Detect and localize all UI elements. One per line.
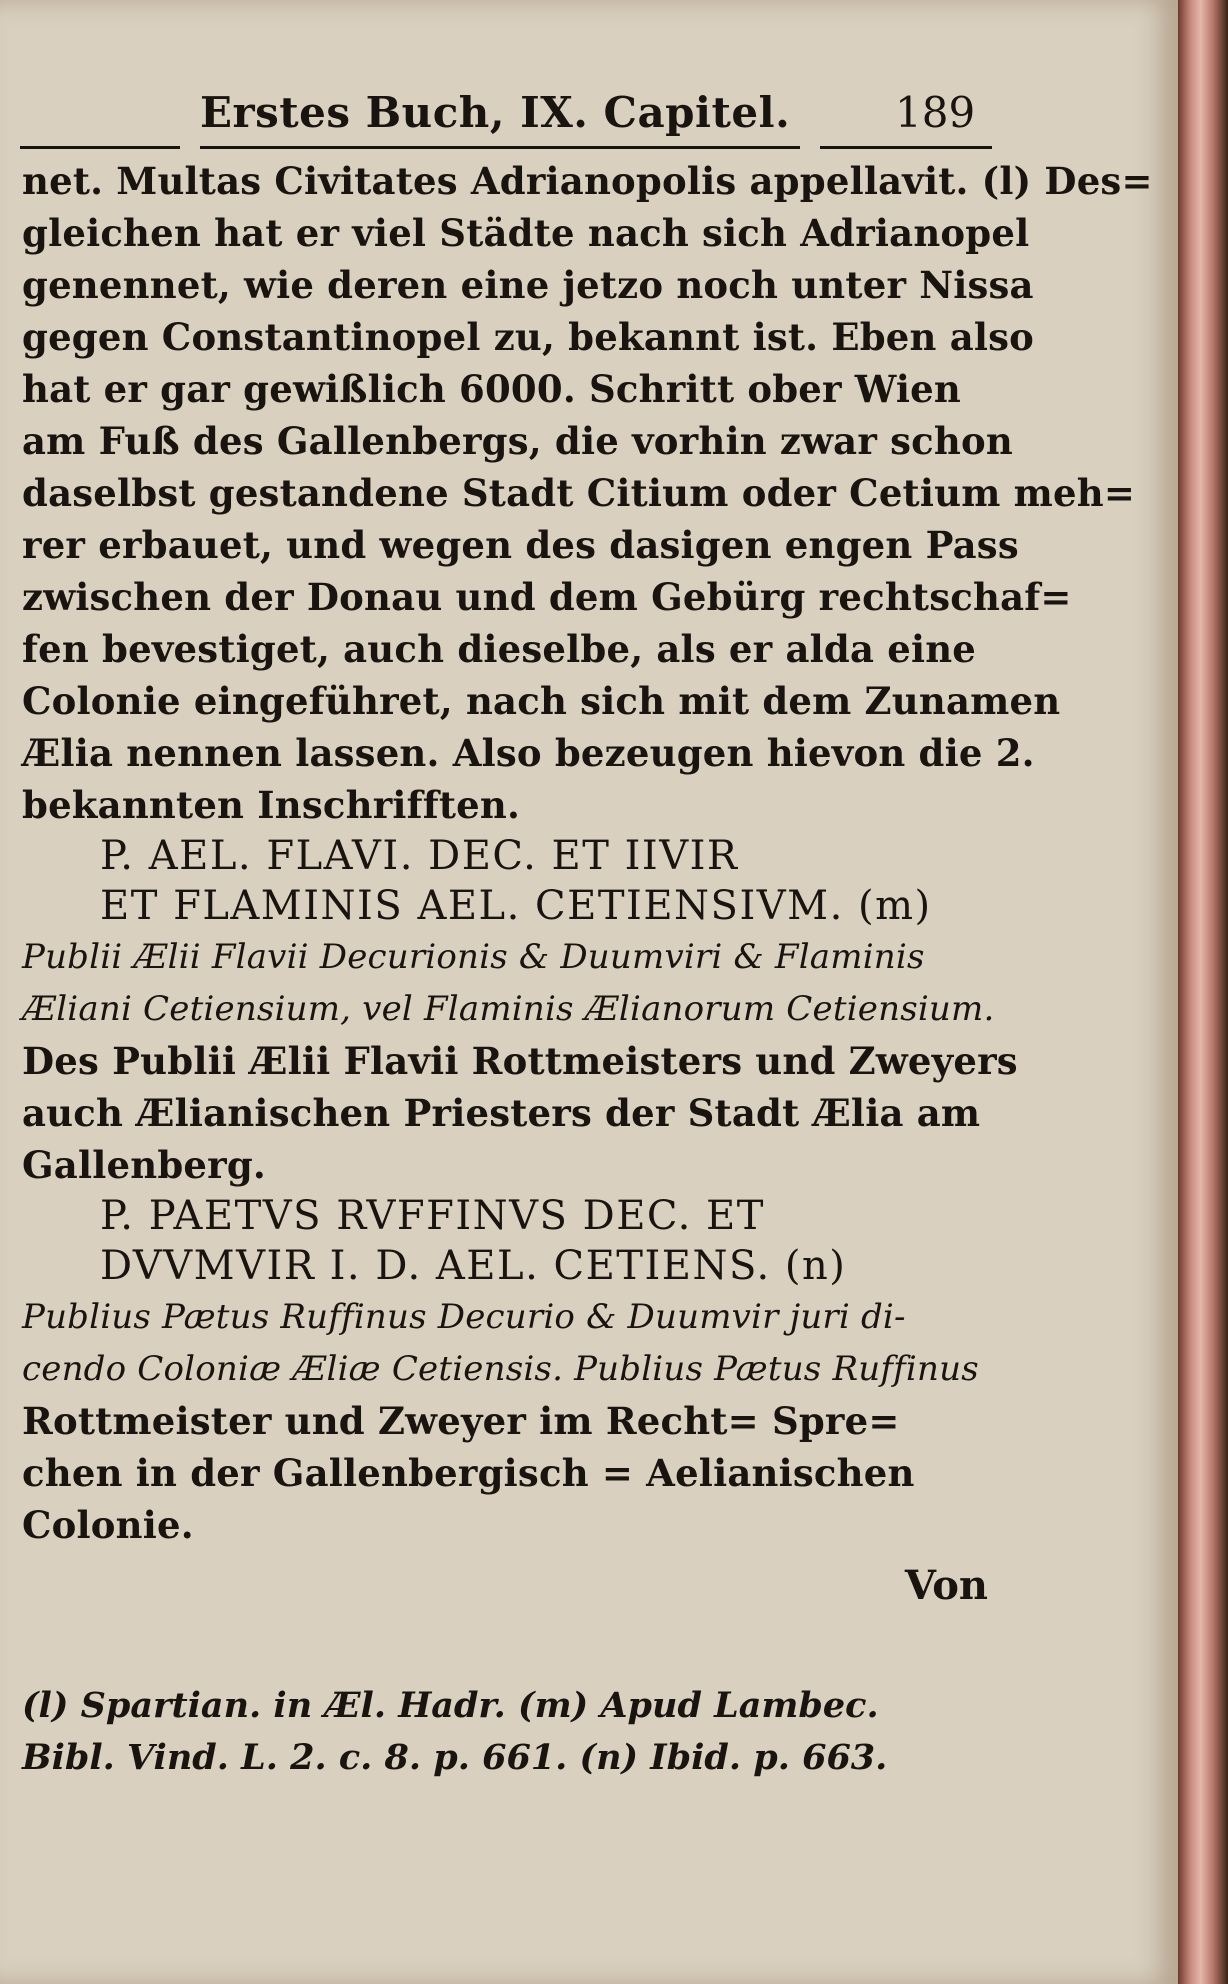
- body-line: fen bevestiget, auch dieselbe, als er alda eine: [22, 627, 977, 671]
- body-line: net. Multas Civitates Adrianopolis appellavit. (l) Des=: [22, 159, 1153, 203]
- page-number: 189: [895, 88, 976, 137]
- catchword: Von: [904, 1562, 988, 1609]
- footnote-line: Bibl. Vind. L. 2. c. 8. p. 661. (n) Ibid. p. 663.: [22, 1737, 888, 1778]
- german-translation-line: auch Ælianischen Priesters der Stadt Ælia am: [22, 1091, 981, 1135]
- footnotes: [22, 1680, 1022, 1784]
- latin-translation-line: Publii Ælii Flavii Decurionis & Duumviri & Flaminis: [22, 937, 925, 977]
- german-translation-line: Rottmeister und Zweyer im Recht= Spre=: [22, 1399, 900, 1443]
- german-translation-line: Gallenberg.: [22, 1143, 266, 1187]
- german-translation-line: Colonie.: [22, 1503, 194, 1547]
- inscription-line: P. PAETVS RVFFINVS DEC. ET: [100, 1193, 765, 1239]
- header-rule-left: [20, 146, 180, 149]
- body-line: gegen Constantinopel zu, bekannt ist. Eben also: [22, 315, 1035, 359]
- body-line: bekannten Inschrifften.: [22, 783, 521, 827]
- body-line: rer erbauet, und wegen des dasigen engen Pass: [22, 523, 1019, 567]
- header-rule-right: [820, 146, 992, 149]
- latin-translation-line: Æliani Cetiensium, vel Flaminis Ælianorum Cetiensium.: [22, 989, 995, 1029]
- latin-translation-line: cendo Coloniæ Æliæ Cetiensis. Publius Pætus Ruffinus: [22, 1349, 979, 1389]
- body-line: hat er gar gewißlich 6000. Schritt ober Wien: [22, 367, 962, 411]
- body-line: gleichen hat er viel Städte nach sich Adrianopel: [22, 211, 1030, 255]
- body-line: Ælia nennen lassen. Also bezeugen hievon die 2.: [22, 731, 1035, 775]
- main-text: [22, 155, 1153, 1621]
- body-line: Colonie eingeführet, nach sich mit dem Zunamen: [22, 679, 1061, 723]
- inscription-line: ET FLAMINIS AEL. CETIENSIVM. (m): [100, 883, 932, 929]
- german-translation-line: chen in der Gallenbergisch = Aelianischen: [22, 1451, 915, 1495]
- body-line: zwischen der Donau und dem Gebürg rechtschaf=: [22, 575, 1072, 619]
- page-edge: [1178, 0, 1228, 1984]
- running-head: Erstes Buch, IX. Capitel.: [200, 88, 791, 137]
- header-rule-center: [200, 146, 800, 149]
- german-translation-line: Des Publii Ælii Flavii Rottmeisters und Zweyers: [22, 1039, 1018, 1083]
- page-header: [20, 88, 980, 148]
- latin-translation-line: Publius Pætus Ruffinus Decurio & Duumvir juri di-: [22, 1297, 906, 1337]
- inscription-line: DVVMVIR I. D. AEL. CETIENS. (n): [100, 1243, 847, 1289]
- body-line: daselbst gestandene Stadt Citium oder Cetium meh=: [22, 471, 1136, 515]
- body-line: am Fuß des Gallenbergs, die vorhin zwar schon: [22, 419, 1013, 463]
- body-line: genennet, wie deren eine jetzo noch unter Nissa: [22, 263, 1034, 307]
- footnote-line: (l) Spartian. in Æl. Hadr. (m) Apud Lambec.: [22, 1685, 879, 1726]
- inscription-line: P. AEL. FLAVI. DEC. ET IIVIR: [100, 833, 739, 879]
